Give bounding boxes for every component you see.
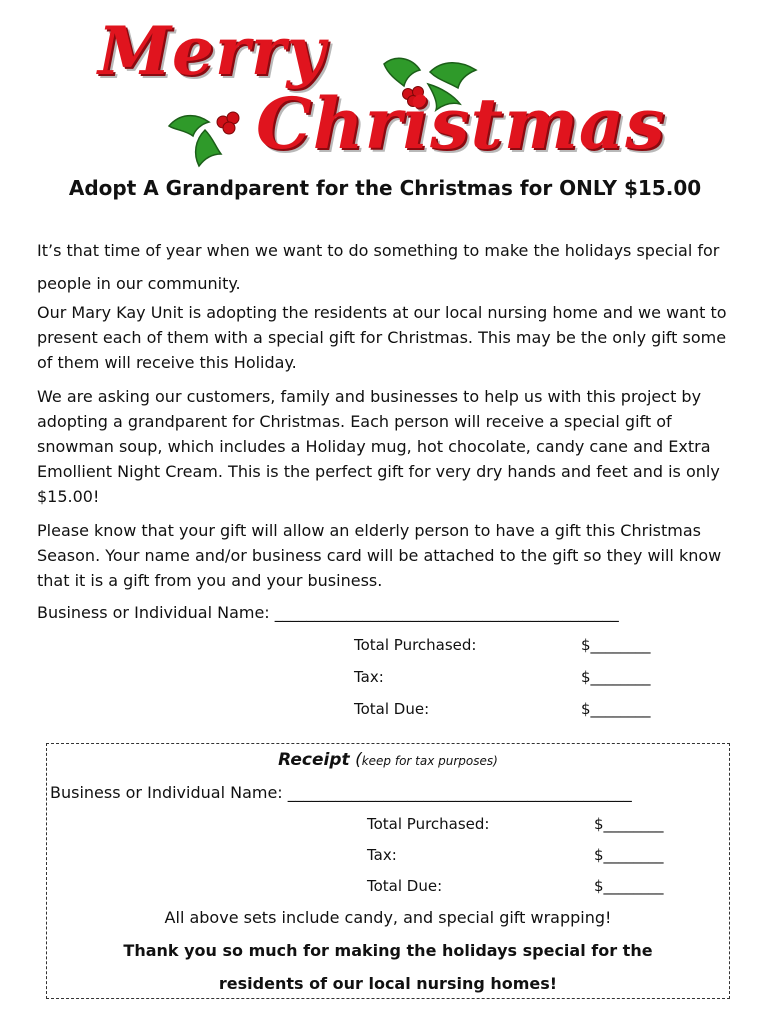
order-total-due-field[interactable]: $________ — [581, 700, 651, 718]
thank-you-line-2: residents of our local nursing homes! — [218, 974, 558, 993]
receipt-total-due-label: Total Due: — [367, 877, 443, 895]
wrapping-note: All above sets include candy, and special gift wrapping! — [164, 908, 612, 927]
page-title: Adopt A Grandparent for the Christmas for ONLY $15.00 — [68, 176, 702, 200]
order-total-purchased-label: Total Purchased: — [354, 636, 477, 654]
unit-paragraph: Our Mary Kay Unit is adopting the residents at our local nursing home and we want to present each of them with a special gift for Christmas. This may be the only gift some of them will receive this Holiday. — [37, 303, 727, 372]
receipt-tax-field[interactable]: $________ — [594, 846, 664, 864]
receipt-total-purchased-field[interactable]: $________ — [594, 815, 664, 833]
receipt-box — [46, 743, 730, 999]
thank-you-line-1: Thank you so much for making the holidays special for the — [123, 941, 653, 960]
merry-heading: Merry — [98, 12, 326, 90]
receipt-tax-label: Tax: — [367, 846, 397, 864]
order-tax-label: Tax: — [354, 668, 384, 686]
receipt-title — [46, 750, 730, 770]
order-total-purchased-field[interactable]: $________ — [581, 636, 651, 654]
gift-paragraph: Please know that your gift will allow an elderly person to have a gift this Christmas Season. Your name and/or business card will be attached to the gift so they will know that it is a gift from you and your business. — [37, 521, 722, 590]
order-total-due-label: Total Due: — [354, 700, 430, 718]
christmas-heading: Christmas — [256, 82, 666, 165]
receipt-heading: Receipt — [278, 750, 350, 770]
order-name-field[interactable]: Business or Individual Name: ___________________________________________ — [37, 603, 619, 622]
receipt-paren-close: ) — [493, 754, 498, 768]
receipt-paren-open: ( — [349, 750, 362, 770]
receipt-total-due-field[interactable]: $________ — [594, 877, 664, 895]
holly-icon — [165, 100, 257, 170]
intro-paragraph: It’s that time of year when we want to do something to make the holidays special for people in our community. — [37, 241, 720, 293]
request-paragraph: We are asking our customers, family and businesses to help us with this project by adopting a grandparent for Christmas. Each person will receive a special gift of snowman soup, which includes a Holiday mug, hot chocolate, candy cane and Extra Emollient Night Cream. This is the perfect gift for very dry hands and feet and is only $15.00! — [37, 387, 720, 506]
receipt-name-field[interactable]: Business or Individual Name: ___________________________________________ — [50, 783, 632, 802]
merry-christmas-banner — [0, 0, 770, 175]
order-tax-field[interactable]: $________ — [581, 668, 651, 686]
receipt-note: keep for tax purposes — [361, 754, 494, 768]
receipt-total-purchased-label: Total Purchased: — [367, 815, 490, 833]
